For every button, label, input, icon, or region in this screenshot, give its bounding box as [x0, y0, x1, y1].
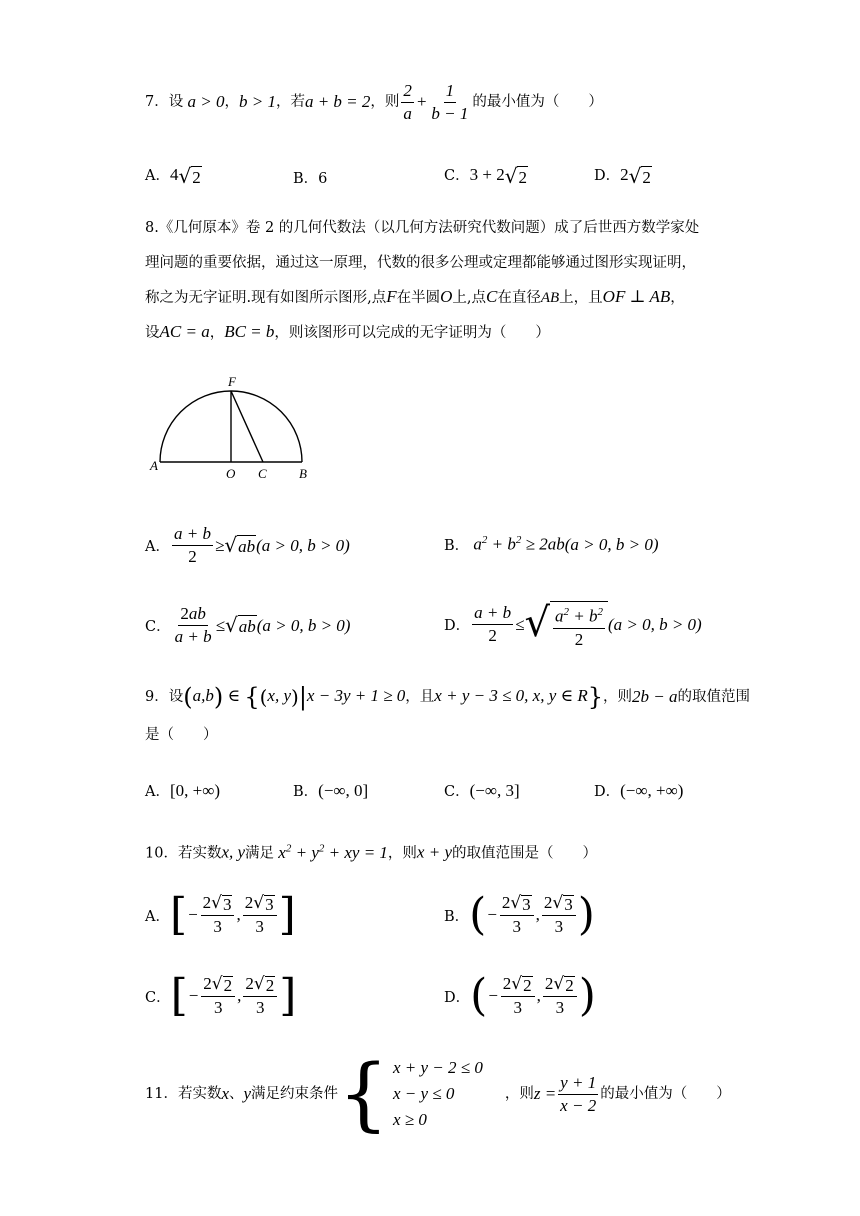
- q10-stem: 10．若实数x, y满足 $x^2 + y^2$ + xy = 1，则x + y的取值范围是（ ）: [145, 842, 597, 862]
- q11-objective-fraction: $\frac{y + 1}{x - 2}$: [560, 1072, 597, 1115]
- label-f: F: [228, 374, 236, 389]
- q8-option-a[interactable]: A． $\frac{a + b}{2}$ ≥ √ ab (a > 0, b > 0): [145, 524, 350, 566]
- q7-option-d[interactable]: D．2 √ 2: [594, 163, 651, 188]
- q9-line-2: 是（ ）: [145, 727, 218, 743]
- q10-option-b[interactable]: B． ( − 2 √ 3 3 , 2 √ 3 3 ): [444, 889, 595, 941]
- segment-fc: [231, 391, 263, 462]
- q8-line-4: 设AC = a，BC = b，则该图形可以完成的无字证明为（ ）: [145, 322, 550, 341]
- q8-line-2: 理问题的重要依据，通过这一原理，代数的很多公理或定理都能够通过图形实现证明，: [145, 255, 696, 271]
- q8-option-b[interactable]: B． $a^2 + b^2 \ge 2ab$ (a > 0, b > 0): [444, 534, 659, 554]
- q7-conditions: a > 0: [183, 92, 225, 111]
- q8-line-1: 8.《几何原本》卷 2 的几何代数法（以几何方法研究代数问题）成了后世西方数学家处: [145, 220, 700, 236]
- constraint-system: x + y − 2 ≤ 0 x − y ≤ 0 x ≥ 0: [392, 1058, 483, 1129]
- label-c: C: [258, 466, 267, 481]
- q7-stem: 7．设 a > 0 ， b > 1 ，若 a + b = 2 ，则 $\frac{2}{a}$ + $\frac{1}{b - 1}$ 的最小值为（ ）: [145, 80, 603, 123]
- q9-option-d[interactable]: D．(−∞, +∞): [594, 781, 684, 800]
- q11-stem: 11．若实数 x 、 y 满足约束条件 { x + y − 2 ≤ 0 x − y ≤ 0 x ≥ 0 ，则 z = $\frac{y + 1}{x - 2}$ 的最小值为（ ）: [145, 1047, 731, 1140]
- q9-set-expression: (a,b) ∈ {(x, y)|x − 3y + 1 ≥ 0: [183, 683, 406, 712]
- q8-option-d[interactable]: D． $\frac{a + b}{2}$ ≤ √ $\frac{a^2 + b^2}{2}$ (a > 0, b > 0): [444, 600, 702, 649]
- q7-option-b[interactable]: B．6: [293, 171, 328, 187]
- q7-fraction-2: $\frac{1}{b - 1}$: [431, 80, 469, 123]
- q10-option-a[interactable]: A． [ − 2 √ 3 3 , 2 √ 3 3 ]: [145, 889, 296, 941]
- q9-option-c[interactable]: C．(−∞, 3]: [444, 781, 520, 800]
- q7-question: 的最小值为（ ）: [472, 94, 603, 110]
- q7-number: 7．设: [145, 94, 184, 110]
- q9-stem: 9．设 (a,b) ∈ {(x, y)|x − 3y + 1 ≥ 0 ，且 x + y − 3 ≤ 0, x, y ∈ R} ，则 2b − a 的取值范围: [145, 683, 750, 712]
- q8-line-3: 称之为无字证明.现有如图所示图形,点F在半圆O上,点C在直径AB上，且OF ⊥ AB，: [145, 287, 685, 306]
- q10-option-c[interactable]: C． [ − 2 √ 2 3 , 2 √ 2 3 ]: [145, 970, 297, 1022]
- label-b: B: [299, 466, 307, 481]
- q10-option-d[interactable]: D． ( − 2 √ 2 3 , 2 √ 2 3 ): [444, 970, 596, 1022]
- semicircle-figure: [140, 370, 330, 482]
- q9-option-a[interactable]: A．[0, +∞): [145, 781, 221, 800]
- q7-option-a[interactable]: A．4 √ 2: [145, 163, 201, 188]
- constraint-brace: {: [338, 1047, 389, 1140]
- q8-option-c[interactable]: C． $\frac{2ab}{a + b}$ ≤ √ ab (a > 0, b > 0): [145, 604, 351, 646]
- q9-option-b[interactable]: B．(−∞, 0]: [293, 781, 369, 800]
- q7-fraction-1: $\frac{2}{a}$: [403, 80, 412, 123]
- label-a: A: [150, 458, 158, 473]
- label-o: O: [226, 466, 236, 481]
- q7-option-c[interactable]: C．3 + 2 √ 2: [444, 163, 527, 188]
